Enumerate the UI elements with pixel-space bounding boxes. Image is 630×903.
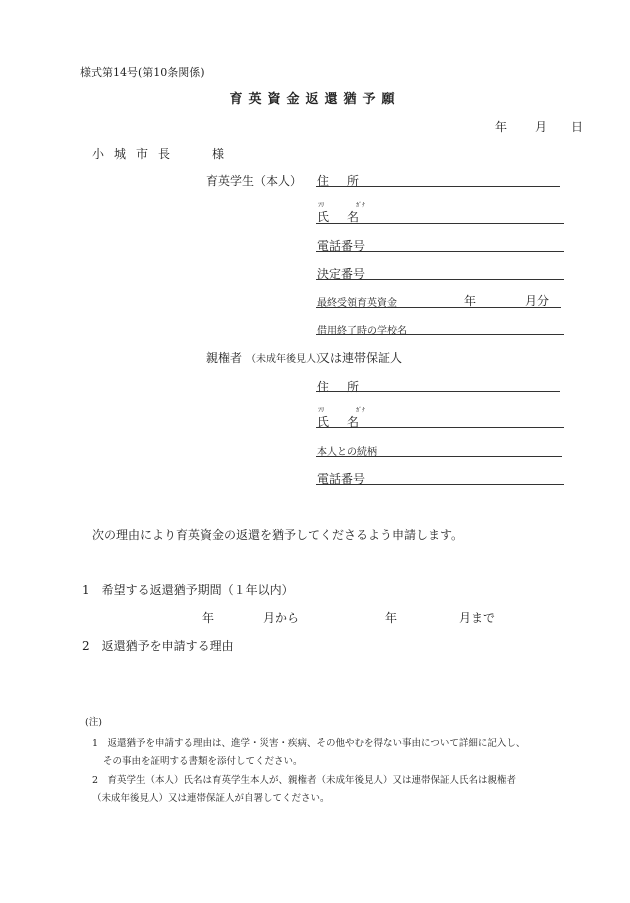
student-name-label: 氏 名 xyxy=(317,210,363,224)
guardian-section-guardian-note: （未成年後見人） xyxy=(246,354,326,365)
period-to-month: 月まで xyxy=(459,611,496,625)
guardian-section-label: 親権者 xyxy=(206,351,243,365)
period-from-month: 月から xyxy=(263,611,300,625)
student-furigana-right: ｶﾞﾅ xyxy=(356,202,366,209)
guardian-address-label: 住 所 xyxy=(317,380,363,394)
student-section-label: 育英学生（本人） xyxy=(206,174,303,188)
addressee-name: 小城市長 xyxy=(92,147,181,161)
period-from-year: 年 xyxy=(202,611,215,625)
notes-heading: (注) xyxy=(85,717,102,728)
student-phone-label: 電話番号 xyxy=(317,239,366,253)
item2-title: 2 返還猶予を申請する理由 xyxy=(82,639,234,653)
student-decision-label: 決定番号 xyxy=(317,267,366,281)
addressee-honorific: 様 xyxy=(212,147,225,161)
last-received-line[interactable] xyxy=(316,307,561,308)
student-address-line[interactable] xyxy=(316,186,560,187)
relation-label: 本人との続柄 xyxy=(317,447,377,458)
note1-line1: 1 返還猶予を申請する理由は、進学・災害・疾病、その他やむを得ない事由について詳細に記入し、 xyxy=(92,738,526,749)
guardian-section-surety: 又は連帯保証人 xyxy=(318,351,403,365)
guardian-furigana-right: ｶﾞﾅ xyxy=(356,407,366,414)
date-year-label: 年 xyxy=(495,120,508,134)
student-address-label: 住 所 xyxy=(317,174,363,188)
last-received-year: 年 xyxy=(464,294,477,308)
student-furigana-left: ﾌﾘ xyxy=(318,202,325,209)
guardian-name-line[interactable] xyxy=(316,427,564,428)
guardian-phone-label: 電話番号 xyxy=(317,472,366,486)
note1-line2: その事由を証明する書類を添付してください。 xyxy=(103,756,303,767)
application-statement: 次の理由により育英資金の返還を猶予してくださるよう申請します。 xyxy=(92,528,464,542)
reason-area[interactable] xyxy=(82,658,552,706)
page-title: 育英資金返還猶予願 xyxy=(229,92,401,107)
student-decision-line[interactable] xyxy=(316,279,564,280)
school-line[interactable] xyxy=(316,334,564,335)
last-received-label: 最終受領育英資金 xyxy=(317,298,397,309)
relation-line[interactable] xyxy=(316,456,562,457)
item1-title: 1 希望する返還猶予期間（１年以内） xyxy=(82,583,294,597)
period-to-year: 年 xyxy=(385,611,398,625)
guardian-name-label: 氏 名 xyxy=(317,415,363,429)
note2-line2: （未成年後見人）又は連帯保証人が自署してください。 xyxy=(92,793,330,804)
guardian-address-line[interactable] xyxy=(316,391,560,392)
guardian-furigana-left: ﾌﾘ xyxy=(318,407,325,414)
student-phone-line[interactable] xyxy=(316,251,564,252)
note2-line1: 2 育英学生（本人）氏名は育英学生本人が、親権者（未成年後見人）又は連帯保証人氏名は親権者 xyxy=(92,775,517,786)
date-day-label: 日 xyxy=(571,120,584,134)
form-number: 様式第14号(第10条関係) xyxy=(80,66,205,79)
date-month-label: 月 xyxy=(535,120,548,134)
student-name-line[interactable] xyxy=(316,223,564,224)
guardian-phone-line[interactable] xyxy=(316,484,564,485)
last-received-month: 月分 xyxy=(525,294,550,308)
school-label: 借用終了時の学校名 xyxy=(317,326,407,337)
